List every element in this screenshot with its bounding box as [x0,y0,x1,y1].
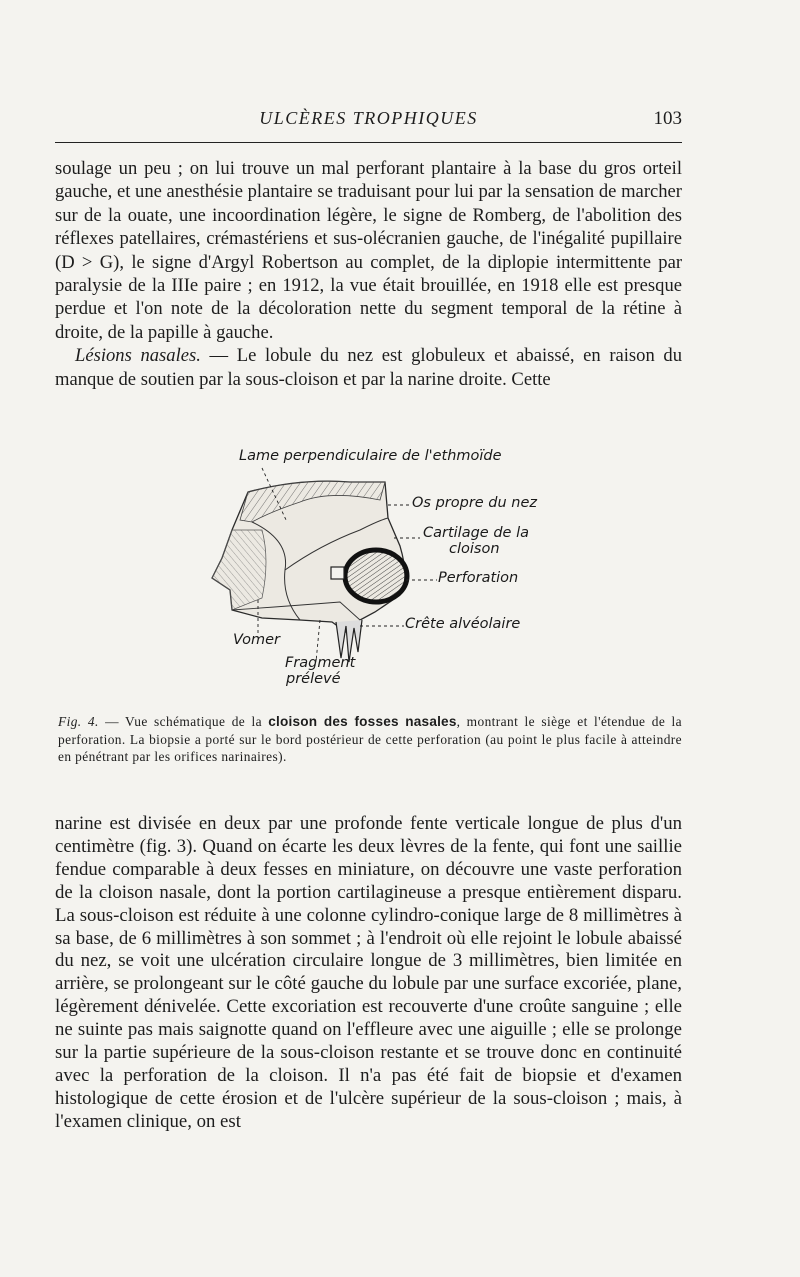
septum-diagram [0,430,800,720]
page-number: 103 [653,108,682,129]
paragraph-bottom: narine est divisée en deux par une profonde fente verticale longue de plus d'un centimètre (fig. 3). Quand on écarte les deux lèvres de la fente, qui font une saillie fendue comparable à deux fesses en miniature, on découvre une vaste perforation de la cloison nasale, dont la portion cartilagineuse a presque entièrement disparu. La sous-cloison est réduite à une colonne cylindro-conique large de 8 millimètres à sa base, de 6 millimètres à son sommet ; à l'endroit où elle rejoint le lobule abaissé du nez, se voit une ulcération circulaire longue de 3 millimètres, bien limitée en arrière, se prolongeant sur le côté gauche du lobule par une surface excoriée, plane, légèrement dénivelée. Cette excoriation est recouverte d'une croûte sanguine ; elle ne suinte pas mais saignotte quand on l'effleure avec une aiguille ; elle se prolonge sur la partie supérieure de la sous-cloison restante et se trouve donc en continuité avec la perforation de la cloison. Il n'a pas été fait de biopsie et d'examen histologique de cette érosion et de l'ulcère supérieur de la sous-cloison ; mais, à l'examen clinique, on est [55,813,682,1132]
line-5: sus-olécranien gauche, de l'inégalité pupillaire (D > G), le signe d'Argyl [55,228,682,273]
figure-caption [58,713,682,766]
figure-nasal-septum [0,430,800,720]
label-fragment-2: prélevé [286,671,341,687]
label-cartilage-2: cloison [449,541,500,557]
line-3: la sensation de marcher sur de la ouate, une incoordination légère, le [55,181,682,226]
caption-figref: Fig. 4. [58,714,99,729]
label-vomer: Vomer [233,632,280,648]
label-lame: Lame perpendiculaire de l'ethmoïde [239,448,502,464]
label-perforation: Perforation [438,570,519,586]
label-fragment-1: Fragment [285,655,356,671]
caption-before: — Vue schématique de la [98,714,269,729]
line-6: Robertson au complet, de la diplopie intermittente par paralysie de la [55,251,683,297]
section-heading: Lésions nasales. [75,345,201,367]
line-4: signe de Romberg, de l'abolition des réflexes patellaires, crémastériens et [55,204,682,250]
running-title: ULCÈRES TROPHIQUES [259,108,478,128]
line-7: IIIe paire ; en 1912, la vue était brouillée, en 1918 elle est presque perdue [55,275,682,320]
label-cartilage-1: Cartilage de la [423,525,529,541]
paragraph-top [55,157,682,391]
section-text: — Le lobule du nez est globuleux et abaissé, en raison du manque de soutien par la sous-cloison et par la narine droite. Cette [55,345,682,390]
line-1: soulage un peu ; on lui trouve un mal perforant plantaire à la base du [55,158,598,179]
label-os-propre: Os propre du nez [412,495,538,511]
caption-after: , montrant le siège et l'étendue de la perforation. La biopsie a porté sur le bord postérieur de cette perforation (au point le plus facile à atteindre en pénétrant par les orifices narinaires). [58,714,682,765]
line-9: droite, de la papille à gauche. [55,321,274,343]
vomer-region [212,530,266,610]
line-2: gros orteil gauche, et une anesthésie plantaire se traduisant pour lui par [55,158,682,203]
line-8: et l'on note de la décoloration nette du segment temporal de la rétine à [113,298,682,320]
biopsy-site [331,567,344,579]
label-crete: Crête alvéolaire [405,616,521,632]
caption-bold: cloison des fosses nasales [268,714,457,729]
perforation [345,550,407,602]
running-header [55,102,682,143]
